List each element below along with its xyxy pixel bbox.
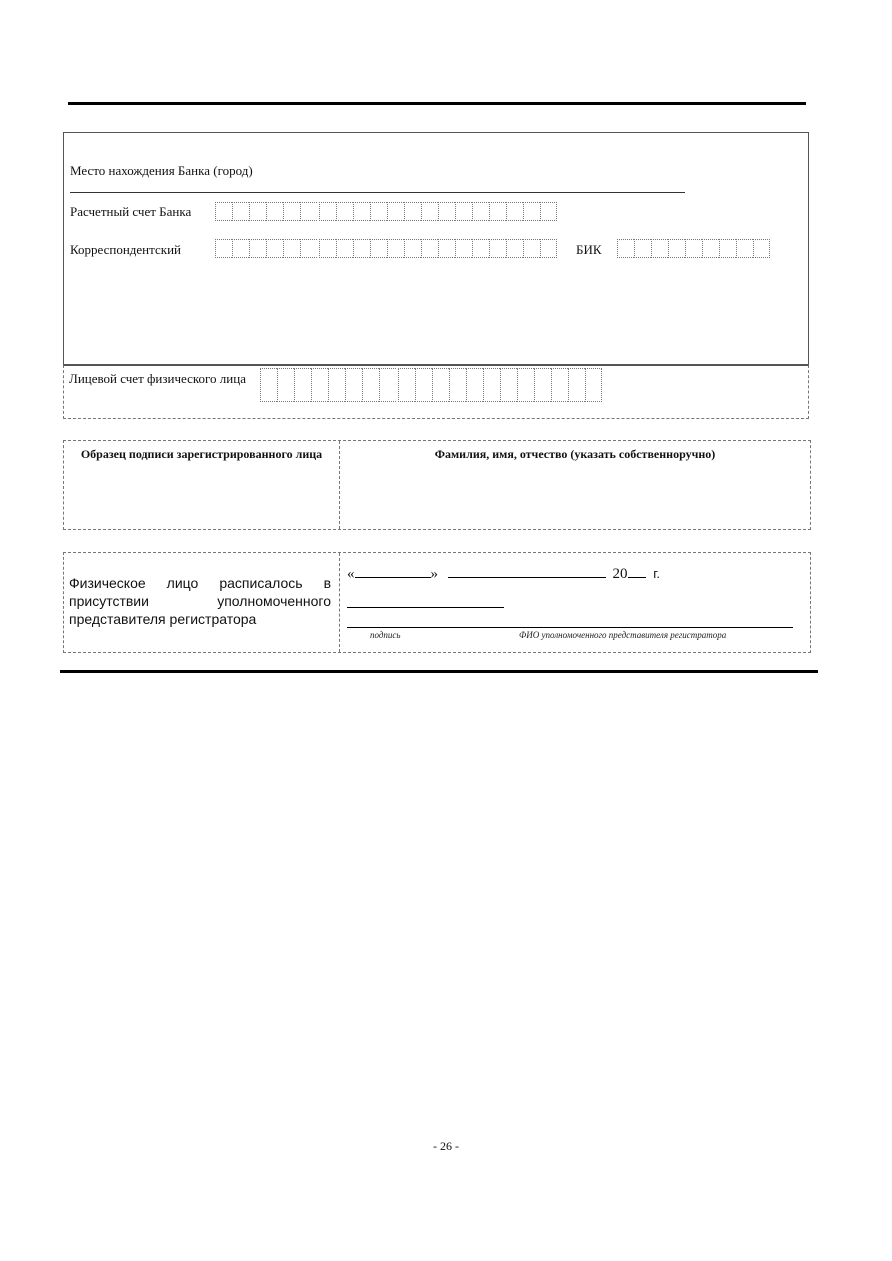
bank-place-field[interactable]: [70, 192, 685, 193]
full-name-header: Фамилия, имя, отчество (указать собственноручно): [434, 447, 716, 461]
date-close-quote: »: [430, 566, 438, 582]
personal-account-box: [63, 365, 809, 419]
bik-cells[interactable]: [617, 239, 770, 258]
settlement-account-cells[interactable]: [215, 202, 557, 221]
top-rule: [68, 102, 806, 105]
month-blank[interactable]: [448, 563, 606, 578]
year-blank[interactable]: [628, 563, 646, 578]
bank-details-box: [63, 132, 809, 365]
year-prefix: 20: [612, 566, 628, 582]
signature-blank[interactable]: [347, 607, 504, 608]
day-blank[interactable]: [355, 563, 431, 578]
bik-label: БИК: [576, 242, 602, 257]
year-suffix: г.: [653, 566, 661, 581]
table-divider: [339, 553, 340, 652]
date-field[interactable]: [347, 563, 660, 583]
representative-name-blank[interactable]: [347, 627, 793, 628]
caption-signature: подпись: [370, 630, 401, 640]
corr-account-cells[interactable]: [215, 239, 557, 258]
bottom-rule: [60, 670, 818, 673]
signature-sample-table: [63, 440, 811, 530]
personal-account-cells[interactable]: [260, 368, 602, 402]
witness-statement: Физическое лицо расписалось в присутствии уполномоченного представителя регистратора: [69, 575, 331, 627]
personal-account-label: Лицевой счет физического лица: [69, 371, 246, 386]
bank-place-label: Место нахождения Банка (город): [70, 163, 253, 178]
witness-table: [63, 552, 811, 653]
corr-account-label: Корреспондентский: [70, 242, 181, 257]
signature-sample-header: Образец подписи зарегистрированного лица: [80, 447, 323, 461]
page-number: - 26 -: [433, 1139, 459, 1153]
caption-representative-name: ФИО уполномоченного представителя регистратора: [519, 630, 727, 640]
settlement-account-label: Расчетный счет Банка: [70, 204, 192, 219]
date-open-quote: «: [347, 566, 355, 582]
